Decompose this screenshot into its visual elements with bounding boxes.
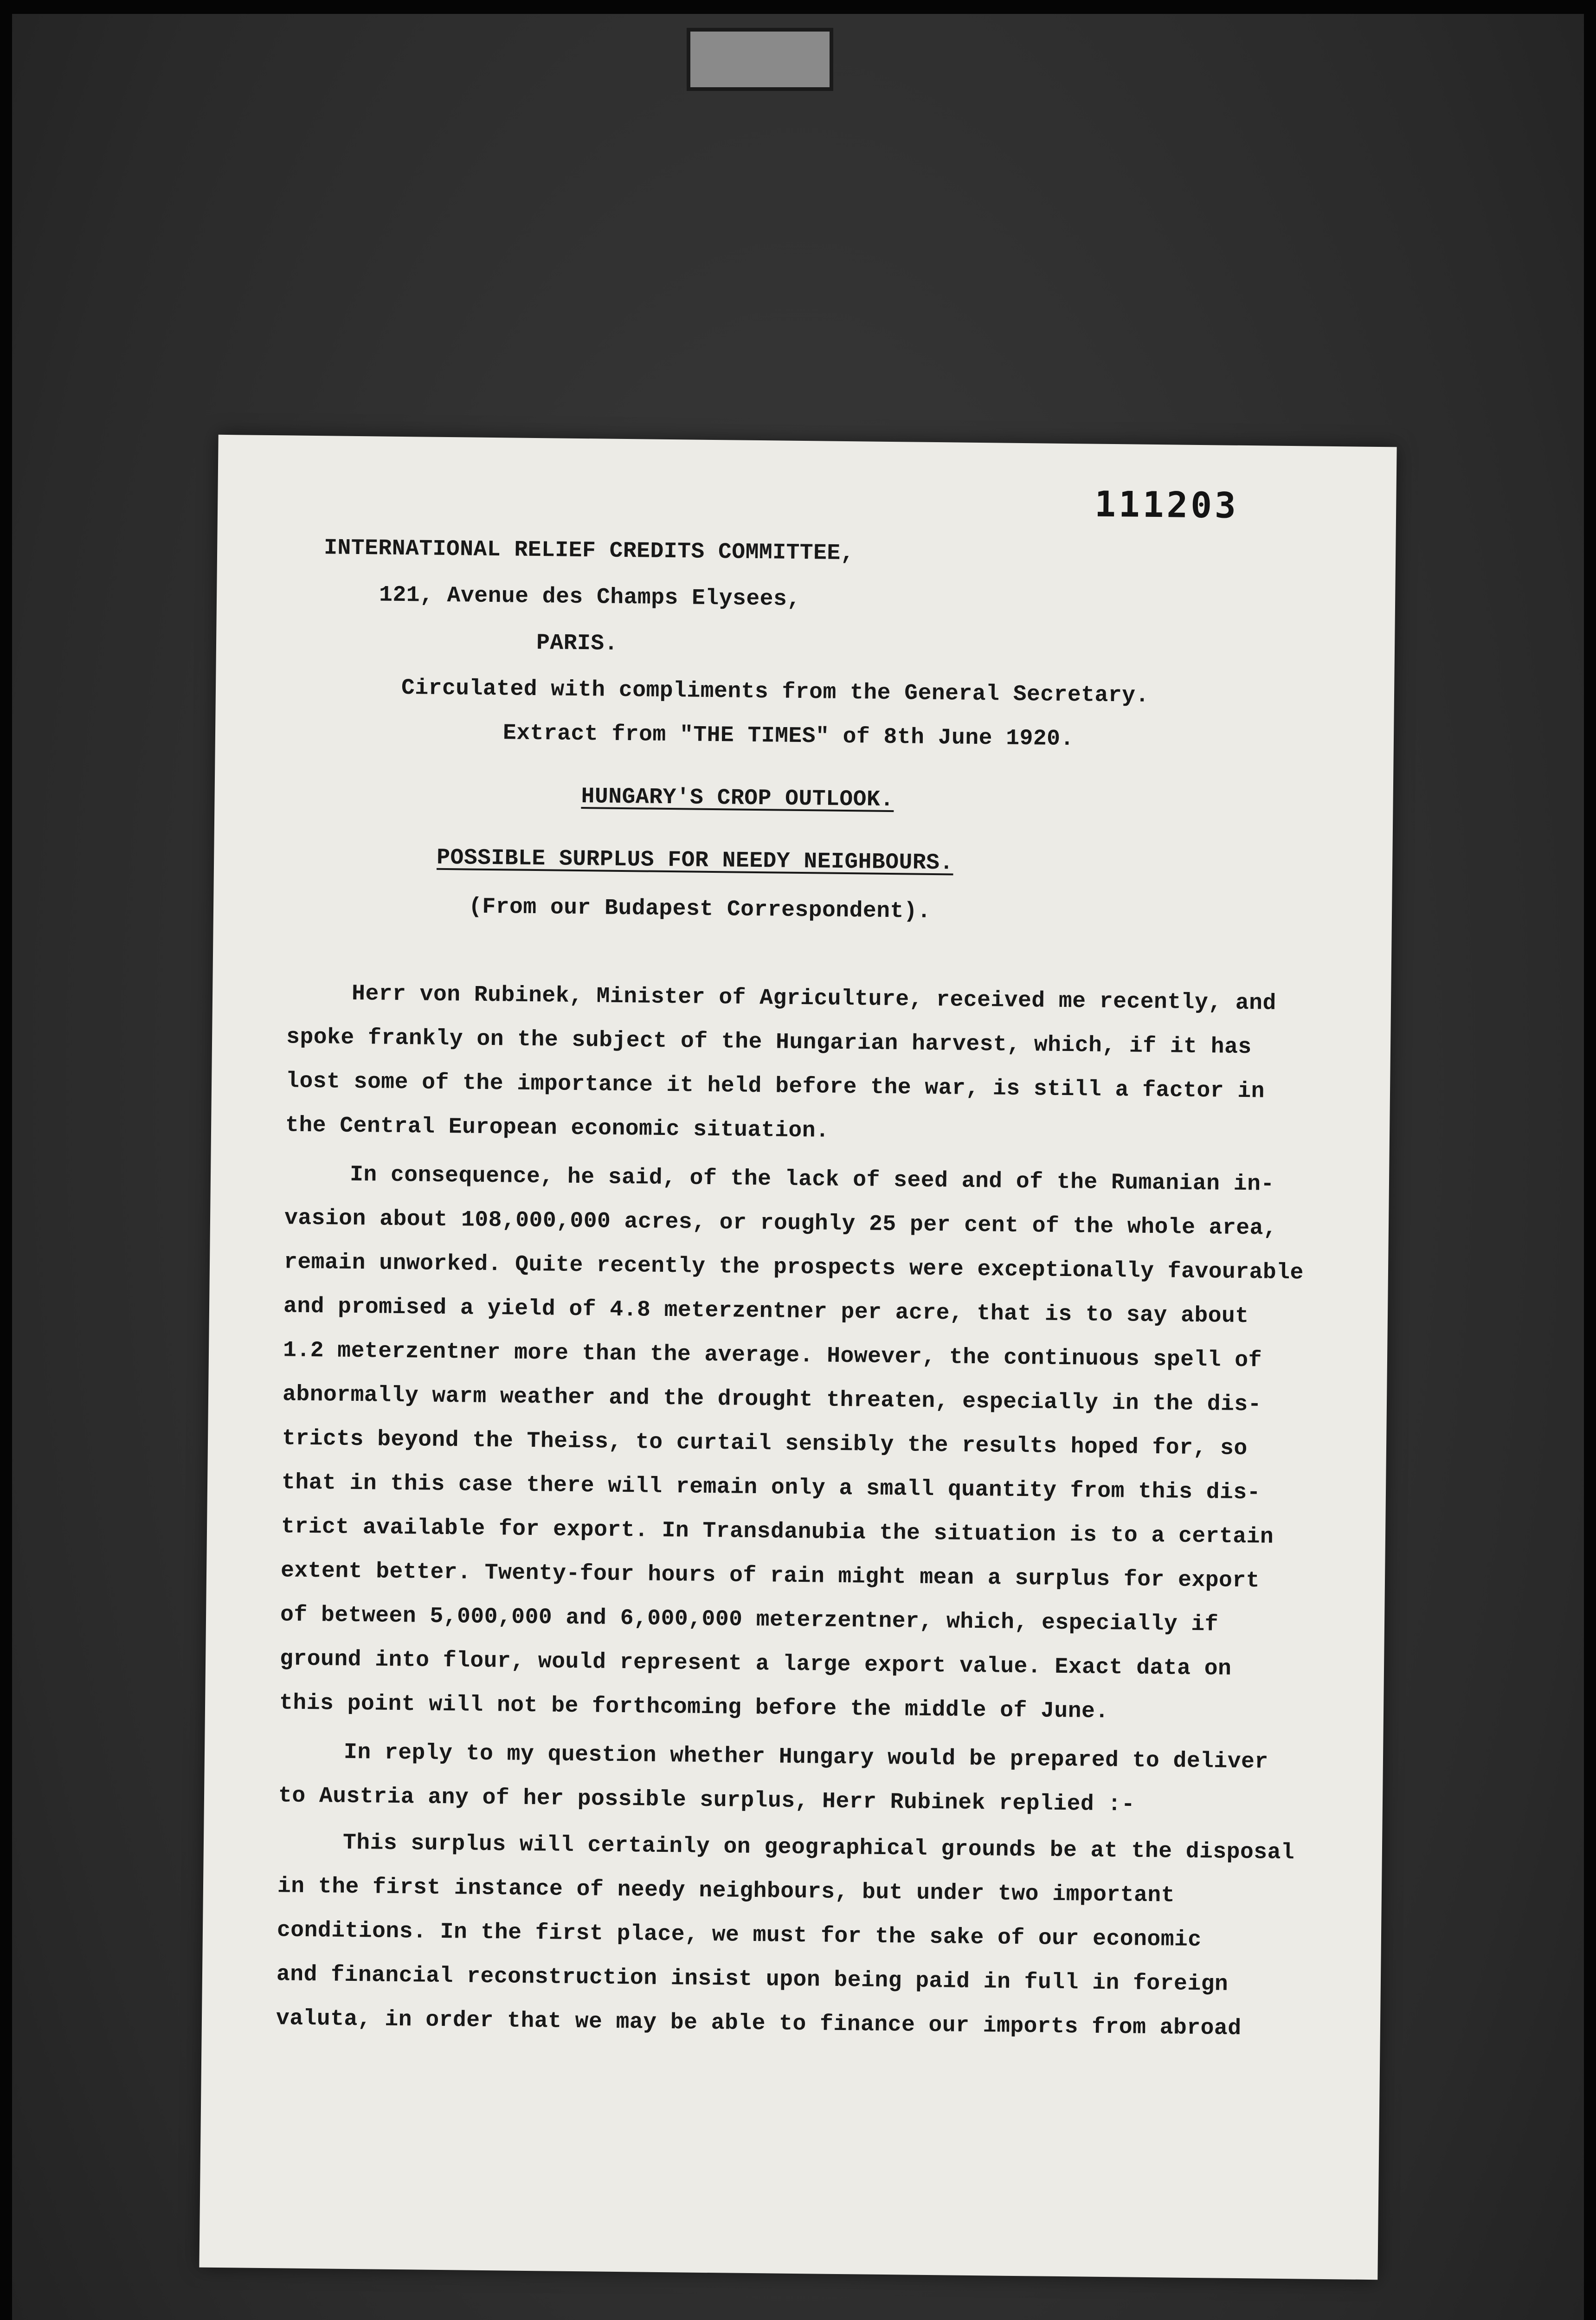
byline: (From our Budapest Correspondent).	[468, 894, 931, 924]
film-edge-left	[0, 0, 12, 2320]
body-line: This surplus will certainly on geographical grounds be at the disposal	[342, 1830, 1295, 1866]
body-line: extent better. Twenty-four hours of rain might mean a surplus for export	[280, 1558, 1260, 1594]
body-line: this point will not be forthcoming before the middle of June.	[279, 1690, 1109, 1725]
header-line-extract: Extract from "THE TIMES" of 8th June 1920.	[502, 721, 1075, 752]
body-line: abnormally warm weather and the drought threaten, especially in the dis-	[282, 1382, 1262, 1418]
body-line: trict available for export. In Transdanubia the situation is to a certain	[281, 1514, 1274, 1550]
header-line-circulated: Circulated with compliments from the General Secretary.	[401, 675, 1150, 709]
binder-clip	[687, 28, 833, 91]
body-line: to Austria any of her possible surplus, Herr Rubinek replied :-	[278, 1783, 1135, 1817]
body-line: of between 5,000,000 and 6,000,000 meterzentner, which, especially if	[280, 1602, 1219, 1637]
body-line: 1.2 meterzentner more than the average. However, the continuous spell of	[283, 1338, 1262, 1373]
body-line: ground into flour, would represent a large export value. Exact data on	[279, 1646, 1232, 1682]
body-line: remain unworked. Quite recently the prospects were exceptionally favourable	[283, 1250, 1304, 1286]
body-line: conditions. In the first place, we must for the sake of our economic	[277, 1918, 1202, 1953]
film-edge-top	[0, 0, 1596, 14]
header-line-committee: INTERNATIONAL RELIEF CREDITS COMMITTEE,	[323, 535, 855, 567]
headline: HUNGARY'S CROP OUTLOOK.	[581, 784, 894, 813]
body-line: and financial reconstruction insist upon being paid in full in foreign	[276, 1962, 1229, 1997]
body-line: the Central European economic situation.	[285, 1113, 830, 1144]
document-page	[199, 435, 1396, 2280]
film-edge-right	[1584, 0, 1596, 2320]
body-line: lost some of the importance it held before the war, is still a factor in	[285, 1069, 1265, 1104]
body-line: that in this case there will remain only a small quantity from this dis-	[281, 1470, 1261, 1506]
body-line: and promised a yield of 4.8 meterzentner per acre, that is to say about	[283, 1294, 1249, 1329]
body-line: vasion about 108,000,000 acres, or roughly 25 per cent of the whole area,	[284, 1205, 1277, 1241]
header-line-city: PARIS.	[536, 631, 618, 657]
body-line: in the first instance of needy neighbours, but under two important	[277, 1874, 1175, 1908]
body-line: In consequence, he said, of the lack of seed and of the Rumanian in-	[349, 1162, 1274, 1197]
subheadline: POSSIBLE SURPLUS FOR NEEDY NEIGHBOURS.	[436, 845, 954, 876]
body-line: spoke frankly on the subject of the Hungarian harvest, which, if it has	[286, 1025, 1252, 1060]
body-line: In reply to my question whether Hungary would be prepared to deliver	[343, 1740, 1268, 1775]
body-line: valuta, in order that we may be able to finance our imports from abroad	[276, 2006, 1242, 2042]
header-line-address: 121, Avenue des Champs Elysees,	[379, 582, 801, 612]
document-number: 111203	[1094, 483, 1239, 526]
body-line: tricts beyond the Theiss, to curtail sensibly the results hoped for, so	[282, 1426, 1248, 1462]
body-line: Herr von Rubinek, Minister of Agriculture, received me recently, and	[351, 981, 1277, 1016]
